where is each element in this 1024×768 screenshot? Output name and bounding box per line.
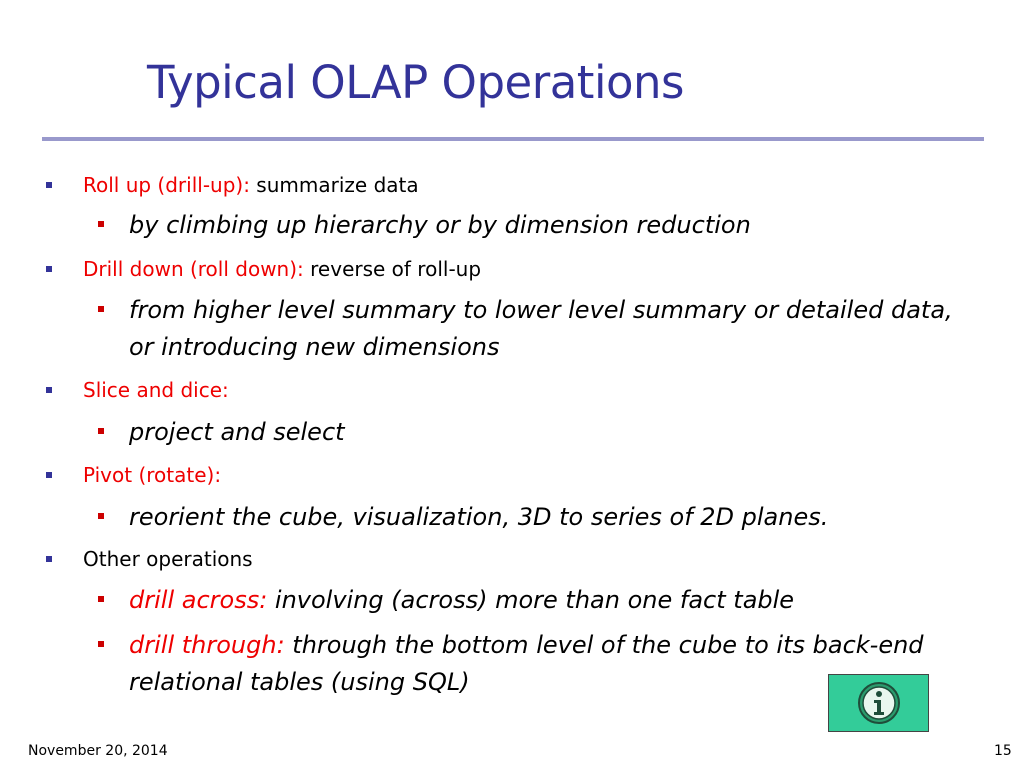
sub-bullet-drill-across — [129, 582, 979, 619]
bullet-marker — [46, 266, 52, 272]
bullet-label: Pivot (rotate): — [83, 463, 222, 487]
sub-bullet-marker — [98, 641, 104, 647]
bullet-label: Roll up (drill-up): — [83, 173, 250, 197]
sub-bullet-marker — [98, 596, 104, 602]
sub-bullet-text: by climbing up hierarchy or by dimension reduction — [129, 211, 751, 239]
sub-bullet-label: drill across: — [129, 586, 268, 614]
footer-date: November 20, 2014 — [28, 743, 168, 759]
sub-bullet-text: through the bottom level of the cube to its back-end relational tables (using SQL) — [129, 631, 924, 696]
sub-bullet-slice-dice — [129, 414, 979, 451]
bullet-text: reverse of roll-up — [303, 257, 482, 281]
sub-bullet-roll-up — [129, 207, 979, 244]
sub-bullet-pivot — [129, 499, 979, 536]
bullet-marker — [46, 472, 52, 478]
bullet-text: Other operations — [83, 547, 253, 571]
sub-bullet-marker — [98, 221, 104, 227]
bullet-roll-up — [83, 172, 419, 198]
sub-bullet-label: drill through: — [129, 631, 285, 659]
slide-title: Typical OLAP Operations — [147, 56, 684, 109]
sub-bullet-drill-down — [129, 292, 979, 366]
sub-bullet-marker — [98, 306, 104, 312]
bullet-slice-dice — [83, 377, 229, 403]
slide-number: 15 — [994, 743, 1012, 759]
sub-bullet-text: involving (across) more than one fact table — [267, 586, 795, 614]
sub-bullet-text: project and select — [129, 418, 345, 446]
bullet-text: summarize data — [249, 173, 419, 197]
sub-bullet-marker — [98, 428, 104, 434]
sub-bullet-marker — [98, 513, 104, 519]
info-button[interactable] — [828, 674, 929, 732]
bullet-label: Drill down (roll down): — [83, 257, 304, 281]
bullet-marker — [46, 182, 52, 188]
bullet-drill-down — [83, 256, 481, 282]
bullet-marker — [46, 387, 52, 393]
bullet-pivot — [83, 462, 221, 488]
sub-bullet-text: reorient the cube, visualization, 3D to series of 2D planes. — [129, 503, 829, 531]
info-icon — [857, 681, 901, 725]
sub-bullet-text: from higher level summary to lower level summary or detailed data, or introducing new dimensions — [129, 296, 953, 361]
bullet-other-operations — [83, 546, 253, 572]
bullet-label: Slice and dice: — [83, 378, 229, 402]
bullet-marker — [46, 556, 52, 562]
